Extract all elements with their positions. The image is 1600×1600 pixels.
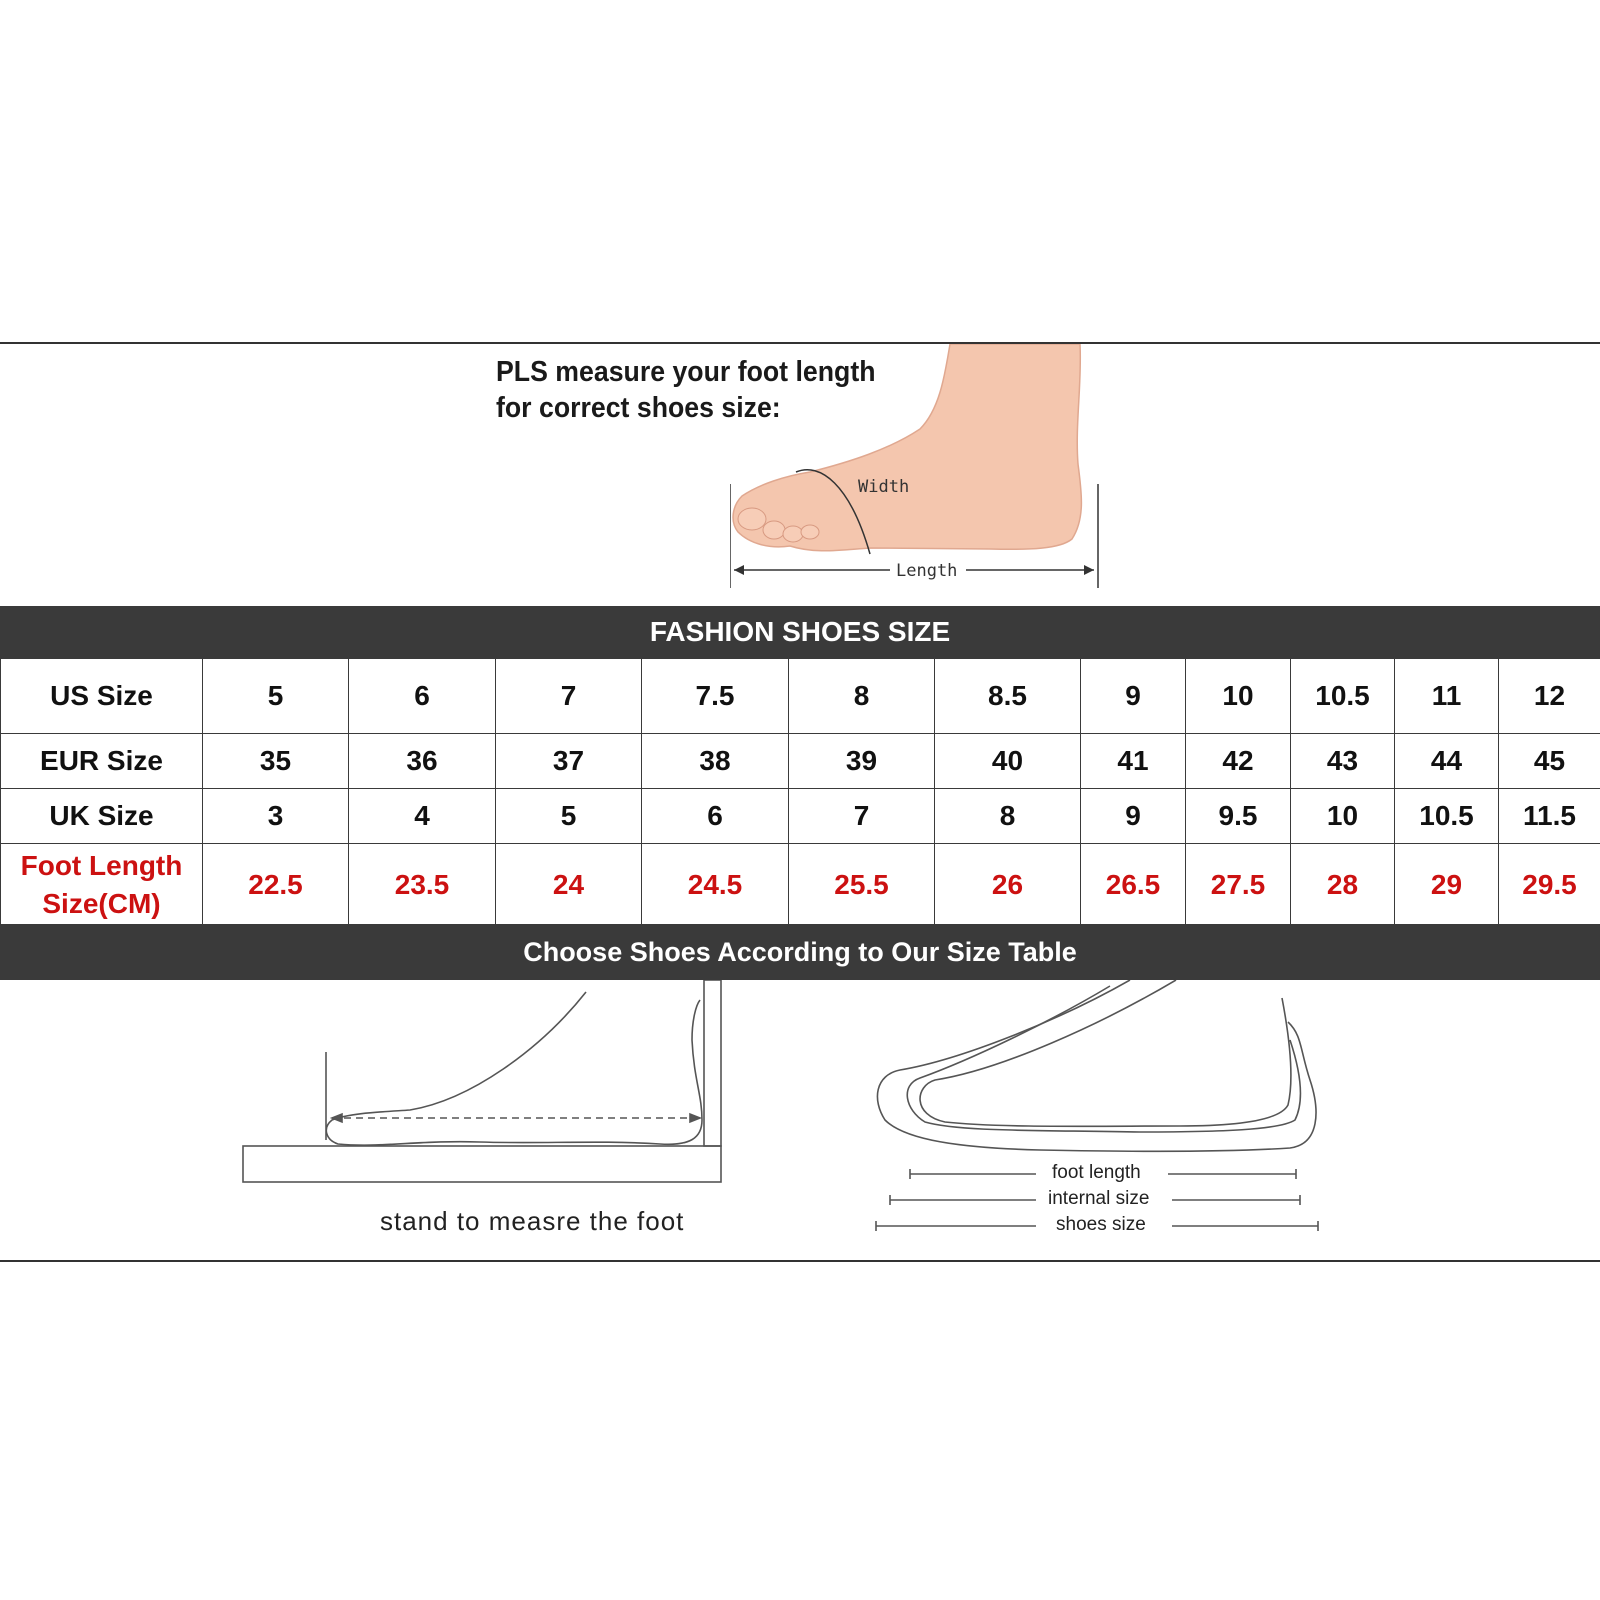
toe-3 bbox=[783, 526, 803, 542]
eur-size-cell: 39 bbox=[789, 734, 935, 789]
foot-length-label: foot length bbox=[1052, 1162, 1141, 1183]
foot-length-cell: 26.5 bbox=[1081, 844, 1186, 927]
table-row-uk bbox=[1, 789, 1600, 844]
uk-size-cell: 9 bbox=[1081, 789, 1186, 844]
table-row-foot-length bbox=[1, 844, 1600, 927]
width-label: Width bbox=[858, 477, 910, 497]
size-guide-panel bbox=[0, 342, 1600, 1262]
eur-size-cell: 41 bbox=[1081, 734, 1186, 789]
foot-length-cell: 28 bbox=[1291, 844, 1395, 927]
foot-length-cell: 24.5 bbox=[642, 844, 789, 927]
eur-size-cell: 43 bbox=[1291, 734, 1395, 789]
uk-size-cell: 9.5 bbox=[1186, 789, 1291, 844]
eur-size-cell: 40 bbox=[935, 734, 1081, 789]
foot-length-cell: 26 bbox=[935, 844, 1081, 927]
row-label-eur: EUR Size bbox=[1, 734, 203, 789]
row-label-uk: UK Size bbox=[1, 789, 203, 844]
shoes-size-label: shoes size bbox=[1056, 1214, 1146, 1235]
us-size-cell: 7.5 bbox=[642, 659, 789, 734]
length-arrowhead-right bbox=[1084, 565, 1094, 575]
dash-arrow-right bbox=[690, 1114, 700, 1122]
us-size-cell: 10 bbox=[1186, 659, 1291, 734]
us-size-cell: 8.5 bbox=[935, 659, 1081, 734]
us-size-cell: 9 bbox=[1081, 659, 1186, 734]
standing-foot-outline bbox=[326, 992, 702, 1145]
us-size-cell: 5 bbox=[203, 659, 349, 734]
table-row-eur bbox=[1, 734, 1600, 789]
measuring-diagrams bbox=[0, 980, 1600, 1262]
foot-length-cell: 22.5 bbox=[203, 844, 349, 927]
uk-size-cell: 5 bbox=[496, 789, 642, 844]
eur-size-cell: 37 bbox=[496, 734, 642, 789]
foot-length-cell: 29 bbox=[1395, 844, 1499, 927]
uk-size-cell: 7 bbox=[789, 789, 935, 844]
us-size-cell: 8 bbox=[789, 659, 935, 734]
eur-size-cell: 35 bbox=[203, 734, 349, 789]
internal-size-label: internal size bbox=[1048, 1188, 1150, 1209]
dash-arrow-left bbox=[332, 1114, 342, 1122]
length-label: Length bbox=[896, 561, 958, 581]
foot-length-cell: 29.5 bbox=[1499, 844, 1600, 927]
table-row-us bbox=[1, 659, 1600, 734]
eur-size-cell: 36 bbox=[349, 734, 496, 789]
measuring-diagrams-svg bbox=[0, 980, 1600, 1262]
instruction-line-2: for correct shoes size: bbox=[496, 392, 781, 424]
uk-size-cell: 10.5 bbox=[1395, 789, 1499, 844]
foot-measure-illustration bbox=[730, 344, 1110, 606]
foot-length-cell: 23.5 bbox=[349, 844, 496, 927]
uk-size-cell: 4 bbox=[349, 789, 496, 844]
eur-size-cell: 38 bbox=[642, 734, 789, 789]
foot-length-label-line-2: Size(CM) bbox=[42, 888, 161, 919]
row-label-us: US Size bbox=[1, 659, 203, 734]
us-size-cell: 10.5 bbox=[1291, 659, 1395, 734]
foot-length-cell: 25.5 bbox=[789, 844, 935, 927]
foot-length-cell: 27.5 bbox=[1186, 844, 1291, 927]
size-chart-footer-banner: Choose Shoes According to Our Size Table bbox=[0, 924, 1600, 980]
floor-board bbox=[243, 1146, 721, 1182]
uk-size-cell: 10 bbox=[1291, 789, 1395, 844]
uk-size-cell: 6 bbox=[642, 789, 789, 844]
us-size-cell: 12 bbox=[1499, 659, 1600, 734]
stand-measure-caption: stand to measre the foot bbox=[380, 1206, 685, 1236]
eur-size-cell: 42 bbox=[1186, 734, 1291, 789]
row-label-foot-length bbox=[1, 844, 203, 927]
measure-instruction-section bbox=[0, 344, 1600, 606]
uk-size-cell: 3 bbox=[203, 789, 349, 844]
wall-board bbox=[704, 980, 721, 1146]
eur-size-cell: 45 bbox=[1499, 734, 1600, 789]
length-arrowhead-left bbox=[734, 565, 744, 575]
shoe-inner-outline bbox=[907, 986, 1300, 1132]
toe-2 bbox=[763, 521, 785, 539]
foot-shape bbox=[733, 344, 1081, 551]
uk-size-cell: 11.5 bbox=[1499, 789, 1600, 844]
toe-4 bbox=[801, 525, 819, 539]
stand-measure-diagram bbox=[243, 980, 721, 1182]
foot-length-label-line-1: Foot Length bbox=[20, 850, 183, 881]
eur-size-cell: 44 bbox=[1395, 734, 1499, 789]
toe-1 bbox=[738, 508, 766, 530]
instruction-line-1: PLS measure your foot length bbox=[496, 356, 876, 388]
us-size-cell: 11 bbox=[1395, 659, 1499, 734]
foot-inside-shoe-outline bbox=[920, 980, 1291, 1126]
foot-length-cell: 24 bbox=[496, 844, 642, 927]
size-table bbox=[0, 658, 1600, 927]
us-size-cell: 6 bbox=[349, 659, 496, 734]
uk-size-cell: 8 bbox=[935, 789, 1081, 844]
size-chart-title: FASHION SHOES SIZE bbox=[0, 606, 1600, 658]
us-size-cell: 7 bbox=[496, 659, 642, 734]
